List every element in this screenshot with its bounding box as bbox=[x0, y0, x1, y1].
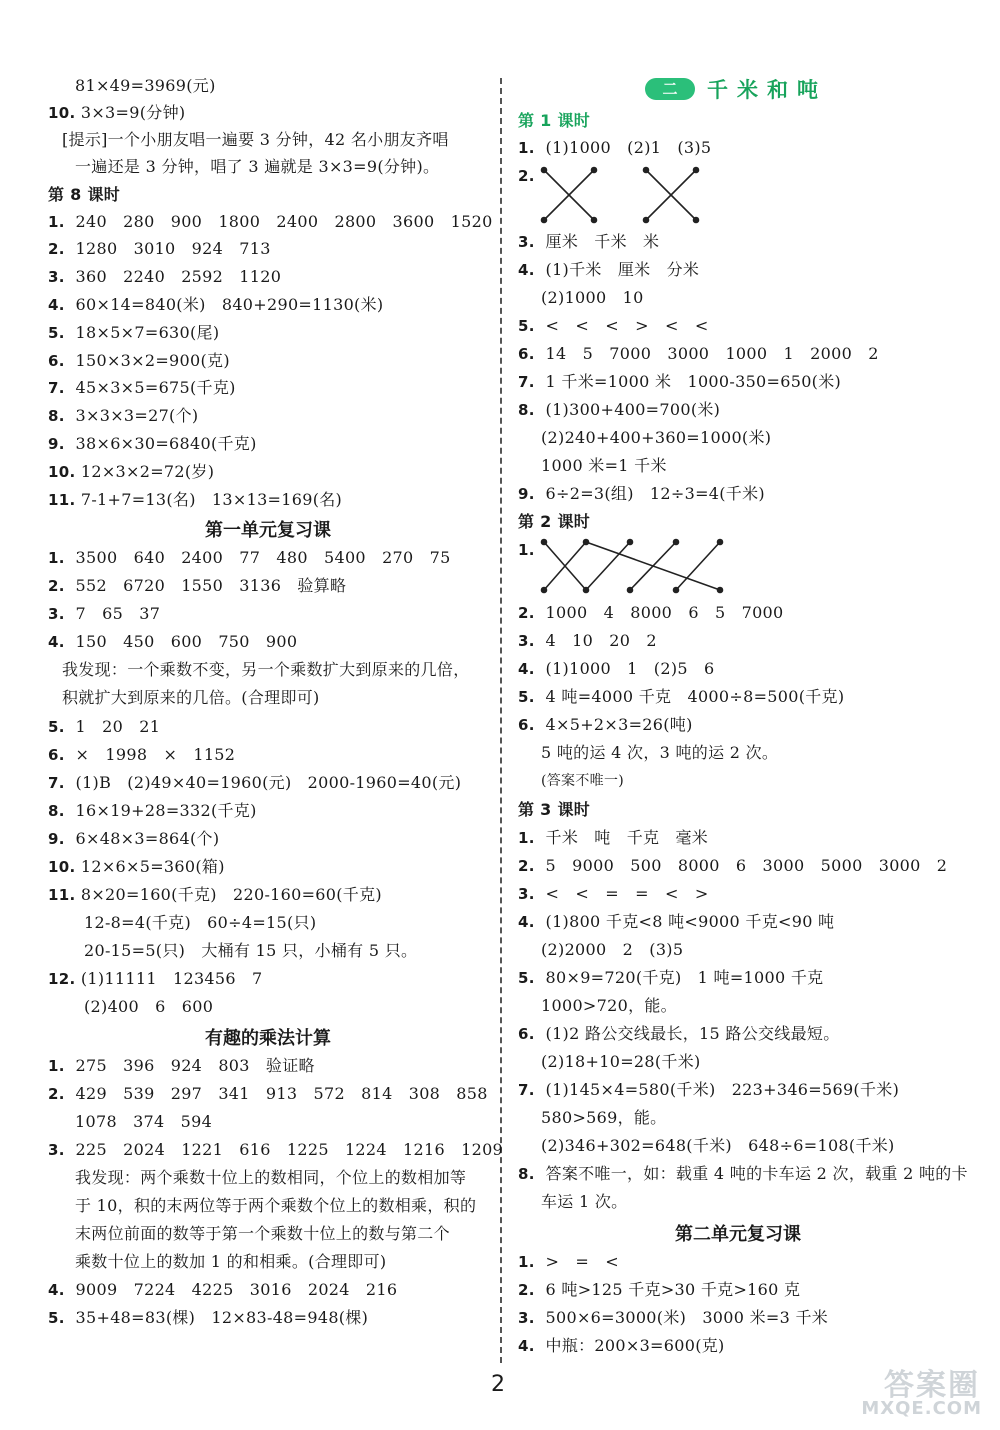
item-number: 4. bbox=[518, 913, 535, 931]
answer-item bbox=[48, 828, 219, 850]
answer-item bbox=[48, 377, 236, 399]
answer-item bbox=[518, 883, 709, 905]
answer-line: 末两位前面的数等于第一个乘数十位上的数与第二个 bbox=[75, 1224, 450, 1243]
item-number: 5. bbox=[518, 688, 535, 706]
answer-item bbox=[518, 343, 879, 365]
answer-line: 5 吨的运 4 次，3 吨的运 2 次。 bbox=[541, 743, 779, 762]
item-number: 10. bbox=[48, 104, 76, 122]
answer-line: (2)346+302=648(千米) 648÷6=108(千米) bbox=[541, 1136, 895, 1155]
item-number: 1. bbox=[48, 1057, 65, 1075]
answer-note: (答案不唯一) bbox=[541, 773, 625, 789]
answer-item bbox=[518, 315, 709, 337]
answer-item bbox=[518, 1279, 800, 1301]
answer-item bbox=[518, 602, 784, 624]
item-text: < < = = < > bbox=[545, 884, 709, 903]
answer-item bbox=[518, 1079, 899, 1101]
answer-item bbox=[48, 631, 297, 653]
answer-item bbox=[48, 772, 461, 794]
item-text: 150 450 600 750 900 bbox=[75, 632, 298, 651]
item-number: 9. bbox=[518, 485, 535, 503]
item-number: 4. bbox=[518, 261, 535, 279]
answer-line: 我发现：一个乘数不变，另一个乘数扩大到原来的几倍， bbox=[62, 660, 470, 679]
item-text: 8×20=160(千克) 220-160=60(千克) bbox=[80, 885, 382, 904]
item-number: 2. bbox=[48, 577, 65, 595]
item-number: 9. bbox=[48, 435, 65, 453]
answer-item bbox=[518, 1307, 828, 1329]
item-number: 1. bbox=[518, 1253, 535, 1271]
answer-line: 81×49=3969(元) bbox=[75, 76, 216, 95]
item-number: 7. bbox=[48, 774, 65, 792]
item-text: 3500 640 2400 77 480 5400 270 75 bbox=[75, 548, 451, 567]
answer-item bbox=[48, 211, 493, 233]
answer-item bbox=[48, 433, 257, 455]
item-number: 6. bbox=[518, 345, 535, 363]
item-text: (1)800 千克<8 吨<9000 千克<90 吨 bbox=[545, 912, 835, 931]
answer-item bbox=[48, 856, 225, 878]
page-number: 2 bbox=[491, 1372, 505, 1397]
answer-line: 我发现：两个乘数十位上的数相同，个位上的数相加等 bbox=[75, 1168, 467, 1187]
item-text: 225 2024 1221 616 1225 1224 1216 1209 bbox=[75, 1140, 504, 1159]
answer-item bbox=[48, 1279, 397, 1301]
item-number: 4. bbox=[518, 1337, 535, 1355]
item-text: 35+48=83(棵) 12×83-48=948(棵) bbox=[75, 1308, 369, 1327]
item-text: 6÷2=3(组) 12÷3=4(千米) bbox=[545, 484, 765, 503]
item-text: (1)千米 厘米 分米 bbox=[545, 260, 700, 279]
section-title: 第二单元复习课 bbox=[675, 1224, 801, 1245]
item-text: 3×3×3=27(个) bbox=[75, 406, 199, 425]
item-number: 6. bbox=[518, 1025, 535, 1043]
answer-item bbox=[518, 967, 823, 989]
watermark-logo bbox=[820, 1360, 990, 1422]
item-number: 1. bbox=[518, 829, 535, 847]
lesson-heading: 第 3 课时 bbox=[518, 800, 591, 819]
answer-item bbox=[48, 716, 160, 738]
answer-line: (2)2000 2 (3)5 bbox=[541, 940, 684, 959]
item-number: 2. bbox=[518, 857, 535, 875]
answer-line: 1000 米=1 千米 bbox=[541, 456, 667, 475]
item-text: 4 吨=4000 千克 4000÷8=500(千克) bbox=[545, 687, 845, 706]
item-text: 45×3×5=675(千克) bbox=[75, 378, 236, 397]
unit-title: 千米和吨 bbox=[707, 77, 827, 102]
column-divider bbox=[500, 78, 502, 1363]
item-text: 3×3=9(分钟) bbox=[80, 103, 186, 122]
answer-item bbox=[48, 1083, 488, 1105]
answer-item bbox=[48, 575, 346, 597]
answer-line: 1000>720，能。 bbox=[541, 996, 677, 1015]
item-text: (1)1000 (2)1 (3)5 bbox=[545, 138, 712, 157]
item-number: 3. bbox=[518, 1309, 535, 1327]
answer-item bbox=[518, 1335, 725, 1357]
item-number: 7. bbox=[518, 373, 535, 391]
answer-item bbox=[48, 266, 281, 288]
item-text: 5 9000 500 8000 6 3000 5000 3000 2 bbox=[545, 856, 948, 875]
item-text: (1)11111 123456 7 bbox=[80, 969, 263, 988]
item-number: 5. bbox=[48, 1309, 65, 1327]
answer-line: 车运 1 次。 bbox=[541, 1192, 628, 1211]
answer-item bbox=[518, 539, 535, 561]
item-text: 38×6×30=6840(千克) bbox=[75, 434, 257, 453]
section-title: 第一单元复习课 bbox=[205, 520, 331, 541]
item-number: 6. bbox=[518, 716, 535, 734]
hint-line: 一遍还是 3 分钟，唱了 3 遍就是 3×3=9(分钟)。 bbox=[75, 157, 440, 176]
item-number: 4. bbox=[48, 633, 65, 651]
item-text: 12×6×5=360(箱) bbox=[80, 857, 225, 876]
item-number: 1. bbox=[518, 541, 535, 559]
item-number: 2. bbox=[518, 167, 535, 185]
item-text: 429 539 297 341 913 572 814 308 858 bbox=[75, 1084, 488, 1103]
watermark-text: 答案圈 bbox=[884, 1368, 980, 1403]
item-number: 4. bbox=[518, 660, 535, 678]
item-text: (1)145×4=580(千米) 223+346=569(千米) bbox=[545, 1080, 900, 1099]
item-text: 16×19+28=332(千克) bbox=[75, 801, 257, 820]
item-text: 240 280 900 1800 2400 2800 3600 1520 bbox=[75, 212, 493, 231]
matching-diagram bbox=[538, 534, 758, 598]
item-text: 1280 3010 924 713 bbox=[75, 239, 271, 258]
item-text: 千米 吨 千克 毫米 bbox=[545, 828, 709, 847]
answer-item bbox=[48, 547, 451, 569]
item-text: × 1998 × 1152 bbox=[75, 745, 236, 764]
item-number: 3. bbox=[48, 1141, 65, 1159]
answer-item bbox=[48, 350, 230, 372]
unit-number-badge: 二 bbox=[645, 78, 695, 100]
item-text: 9009 7224 4225 3016 2024 216 bbox=[75, 1280, 398, 1299]
item-text: 500×6=3000(米) 3000 米=3 千米 bbox=[545, 1308, 829, 1327]
item-number: 8. bbox=[518, 401, 535, 419]
item-number: 12. bbox=[48, 970, 76, 988]
item-number: 3. bbox=[518, 233, 535, 251]
item-number: 11. bbox=[48, 886, 76, 904]
answer-item bbox=[48, 405, 198, 427]
item-text: 12×3×2=72(岁) bbox=[80, 462, 215, 481]
item-number: 5. bbox=[518, 969, 535, 987]
answer-item bbox=[48, 461, 214, 483]
answer-line: (2)400 6 600 bbox=[84, 997, 214, 1016]
watermark-url: MXQE.COM bbox=[861, 1398, 982, 1419]
item-text: 275 396 924 803 验证略 bbox=[75, 1056, 315, 1075]
answer-item bbox=[518, 231, 659, 253]
item-text: 360 2240 2592 1120 bbox=[75, 267, 282, 286]
lesson-heading: 第 1 课时 bbox=[518, 111, 591, 130]
answer-line: (2)240+400+360=1000(米) bbox=[541, 428, 772, 447]
unit-banner bbox=[645, 76, 827, 102]
item-text: (1)2 路公交线最长，15 路公交线最短。 bbox=[545, 1024, 840, 1043]
matching-diagram bbox=[538, 160, 738, 230]
item-number: 9. bbox=[48, 830, 65, 848]
answer-item bbox=[518, 911, 834, 933]
item-text: 150×3×2=900(克) bbox=[75, 351, 230, 370]
item-number: 6. bbox=[48, 352, 65, 370]
answer-item bbox=[518, 1023, 840, 1045]
item-number: 8. bbox=[48, 802, 65, 820]
answer-item bbox=[48, 489, 342, 511]
answer-item bbox=[48, 1139, 503, 1161]
item-text: 厘米 千米 米 bbox=[545, 232, 660, 251]
item-number: 5. bbox=[518, 317, 535, 335]
answer-item bbox=[518, 483, 765, 505]
item-number: 3. bbox=[518, 632, 535, 650]
item-text: 14 5 7000 3000 1000 1 2000 2 bbox=[545, 344, 879, 363]
item-number: 3. bbox=[48, 605, 65, 623]
answer-item bbox=[48, 1307, 368, 1329]
item-number: 8. bbox=[518, 1165, 535, 1183]
item-text: 18×5×7=630(尾) bbox=[75, 323, 220, 342]
answer-line: 12-8=4(千克) 60÷4=15(只) bbox=[84, 913, 317, 932]
answer-line: 1078 374 594 bbox=[75, 1112, 213, 1131]
item-number: 1. bbox=[518, 139, 535, 157]
item-number: 7. bbox=[518, 1081, 535, 1099]
item-number: 11. bbox=[48, 491, 76, 509]
answer-item bbox=[48, 238, 271, 260]
item-number: 2. bbox=[48, 240, 65, 258]
section-title: 有趣的乘法计算 bbox=[205, 1028, 331, 1049]
item-text: 4×5+2×3=26(吨) bbox=[545, 715, 693, 734]
item-number: 4. bbox=[48, 1281, 65, 1299]
answer-line: 积就扩大到原来的几倍。(合理即可) bbox=[62, 688, 320, 707]
answer-line: 乘数十位上的数加 1 的和相乘。(合理即可) bbox=[75, 1252, 387, 1271]
answer-item bbox=[518, 658, 715, 680]
answer-line: (2)18+10=28(千米) bbox=[541, 1052, 701, 1071]
item-text: 中瓶：200×3=600(克) bbox=[545, 1336, 725, 1355]
answer-item bbox=[48, 603, 160, 625]
answer-item bbox=[518, 855, 947, 877]
item-text: 1 千米=1000 米 1000-350=650(米) bbox=[545, 372, 842, 391]
item-number: 10. bbox=[48, 858, 76, 876]
answer-item bbox=[518, 137, 711, 159]
item-number: 2. bbox=[518, 1281, 535, 1299]
answer-line: (2)1000 10 bbox=[541, 288, 644, 307]
item-text: < < < > < < bbox=[545, 316, 709, 335]
item-text: 答案不唯一，如：载重 4 吨的卡车运 2 次，载重 2 吨的卡 bbox=[545, 1164, 968, 1183]
answer-item bbox=[518, 1251, 619, 1273]
answer-item bbox=[518, 714, 693, 736]
item-text: 4 10 20 2 bbox=[545, 631, 657, 650]
answer-item bbox=[518, 399, 720, 421]
answer-item bbox=[518, 259, 699, 281]
item-text: 6 吨>125 千克>30 千克>160 克 bbox=[545, 1280, 801, 1299]
item-number: 2. bbox=[48, 1085, 65, 1103]
answer-item bbox=[48, 968, 263, 990]
lesson-heading: 第 8 课时 bbox=[48, 185, 121, 204]
item-text: 80×9=720(千克) 1 吨=1000 千克 bbox=[545, 968, 824, 987]
lesson-heading: 第 2 课时 bbox=[518, 512, 591, 531]
item-text: 552 6720 1550 3136 验算略 bbox=[75, 576, 347, 595]
item-number: 3. bbox=[518, 885, 535, 903]
answer-line: 580>569，能。 bbox=[541, 1108, 667, 1127]
answer-item bbox=[48, 884, 382, 906]
answer-item bbox=[48, 744, 235, 766]
item-number: 1. bbox=[48, 549, 65, 567]
answer-item bbox=[518, 1163, 968, 1185]
answer-item bbox=[518, 686, 844, 708]
item-number: 5. bbox=[48, 718, 65, 736]
answer-item bbox=[48, 294, 383, 316]
item-number: 7. bbox=[48, 379, 65, 397]
item-text: 7 65 37 bbox=[75, 604, 161, 623]
answer-line: 于 10，积的末两位等于两个乘数个位上的数相乘，积的 bbox=[75, 1196, 477, 1215]
item-text: > = < bbox=[545, 1252, 619, 1271]
hint-line: [提示]一个小朋友唱一遍要 3 分钟，42 名小朋友齐唱 bbox=[62, 130, 449, 149]
item-text: 1 20 21 bbox=[75, 717, 161, 736]
answer-item bbox=[518, 371, 841, 393]
item-text: 7-1+7=13(名) 13×13=169(名) bbox=[80, 490, 343, 509]
answer-line: 20-15=5(只) 大桶有 15 只，小桶有 5 只。 bbox=[84, 941, 418, 960]
item-number: 1. bbox=[48, 213, 65, 231]
answer-item bbox=[518, 827, 708, 849]
item-number: 2. bbox=[518, 604, 535, 622]
answer-item bbox=[48, 800, 257, 822]
item-number: 5. bbox=[48, 324, 65, 342]
item-number: 4. bbox=[48, 296, 65, 314]
item-text: (1)1000 1 (2)5 6 bbox=[545, 659, 715, 678]
answer-item bbox=[48, 102, 185, 124]
item-number: 10. bbox=[48, 463, 76, 481]
item-text: 6×48×3=864(个) bbox=[75, 829, 220, 848]
answer-item bbox=[518, 630, 657, 652]
item-number: 8. bbox=[48, 407, 65, 425]
answer-item bbox=[48, 322, 219, 344]
answer-item bbox=[48, 1055, 315, 1077]
item-text: (1)B (2)49×40=1960(元) 2000-1960=40(元) bbox=[75, 773, 462, 792]
item-text: 1000 4 8000 6 5 7000 bbox=[545, 603, 784, 622]
answer-item bbox=[518, 165, 535, 187]
item-number: 3. bbox=[48, 268, 65, 286]
item-number: 6. bbox=[48, 746, 65, 764]
item-text: (1)300+400=700(米) bbox=[545, 400, 721, 419]
item-text: 60×14=840(米) 840+290=1130(米) bbox=[75, 295, 384, 314]
